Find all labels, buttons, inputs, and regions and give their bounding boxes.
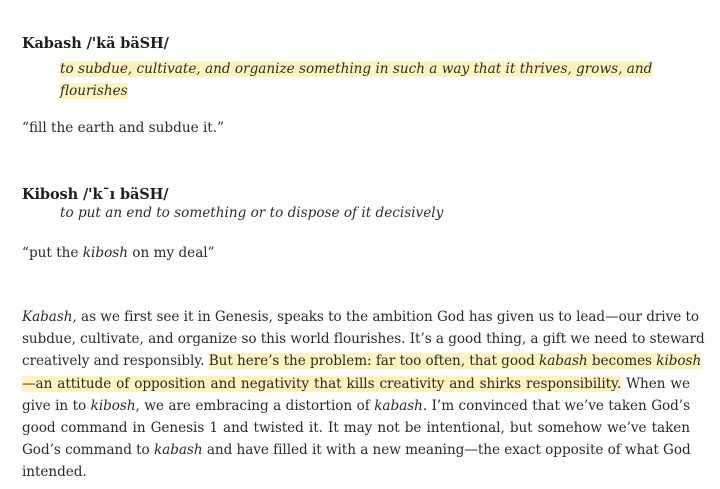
text-run: give in to: [22, 397, 91, 414]
text-run: subdue, cultivate, and organize so this world flourishes. It’s a good thing, a gift we need to steward: [22, 331, 705, 348]
paragraph-line: [22, 395, 690, 417]
term-kabash-heading: Kabash /'kä bäSH/: [22, 35, 169, 52]
text-run: God’s command to: [22, 442, 154, 459]
paragraph-line: [22, 461, 690, 483]
text-run: When we: [621, 375, 691, 392]
text-run: . I’m convinced that we’ve taken God’s: [422, 397, 691, 414]
body-paragraph: [22, 306, 705, 484]
highlighted-text: —an attitude of opposition and negativity that kills creativity and shirks responsibility.: [22, 375, 622, 392]
text-run: good command in Genesis 1 and twisted it. It may not be intentional, but somehow we’ve taken: [22, 420, 690, 437]
highlighted-text: kibosh: [656, 353, 702, 370]
term-kibosh-definition: [60, 202, 443, 224]
text-run: , we are embracing a distortion of: [135, 397, 375, 414]
term-kibosh-heading: Kibosh /'k¯ı bäSH/: [22, 186, 169, 203]
text-run: kabash: [374, 397, 423, 414]
text-run: and have filled it with a new meaning—the exact opposite of what God: [202, 442, 691, 459]
text-run: creatively and responsibly.: [22, 353, 209, 370]
paragraph-line: [22, 350, 702, 372]
text-run: kibosh: [90, 397, 136, 414]
paragraph-line: [22, 306, 700, 328]
paragraph-line: [22, 373, 690, 395]
text-run: kabash: [153, 442, 203, 459]
highlighted-text: kabash: [539, 353, 588, 370]
definition-line: to subdue, cultivate, and organize something in such a way that it thrives, grows, and: [60, 61, 653, 77]
highlighted-text: But here’s the problem: far too often, that good: [208, 353, 540, 370]
term-kabash-example: “fill the earth and subdue it.”: [22, 120, 225, 136]
definition-line: to put an end to something or to dispose of it decisively: [60, 205, 444, 221]
term-kibosh-example: “put the kibosh on my deal”: [22, 245, 215, 261]
highlighted-text: becomes: [587, 353, 657, 370]
definition-line: flourishes: [60, 83, 128, 99]
text-run: Kabash: [22, 309, 73, 325]
term-kabash-definition: [60, 58, 652, 102]
paragraph-line: [22, 328, 705, 350]
text-run: intended.: [22, 464, 87, 481]
paragraph-line: [22, 417, 690, 439]
text-run: , as we first see it in Genesis, speaks to the ambition God has given us to lead—our drive to: [72, 309, 700, 325]
paragraph-line: [22, 439, 690, 461]
